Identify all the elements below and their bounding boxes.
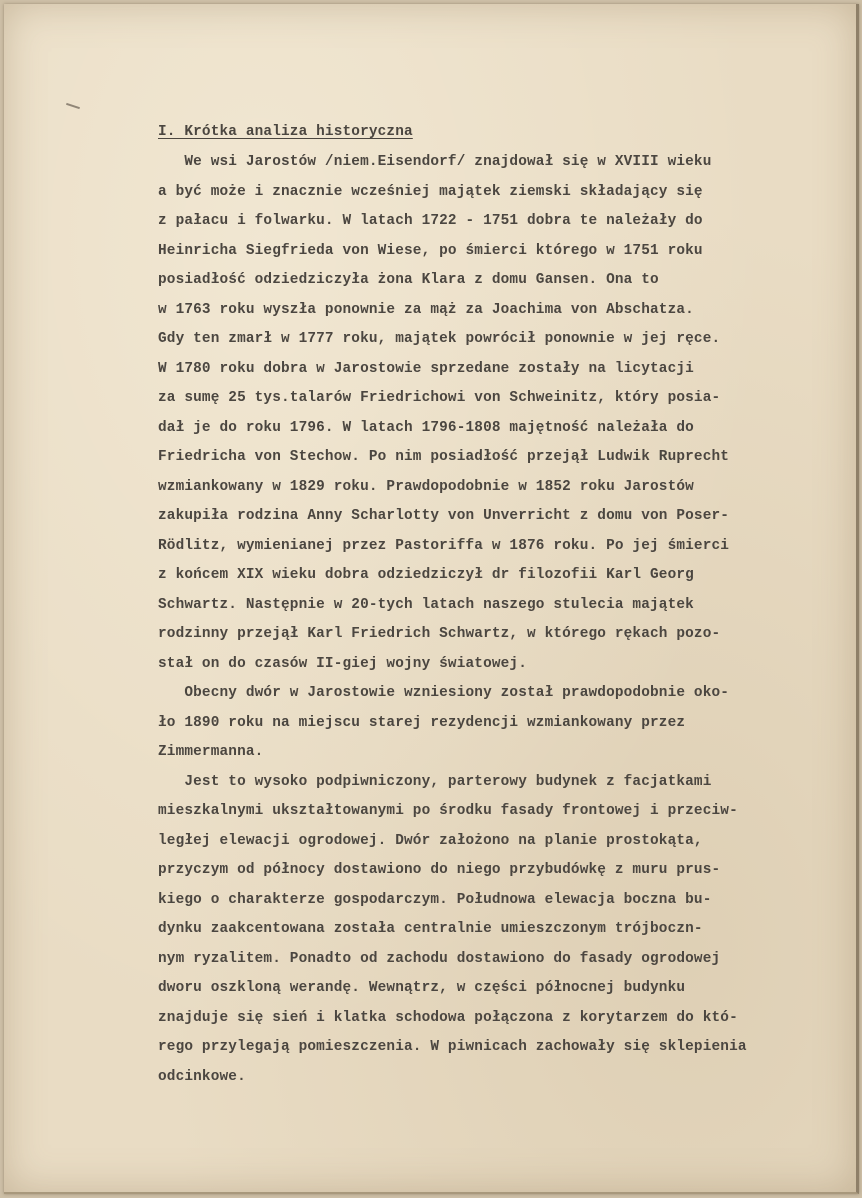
text-line: dynku zaakcentowana została centralnie umieszczonym trójboczn- — [158, 921, 703, 937]
text-line: nym ryzalitem. Ponadto od zachodu dostawiono do fasady ogrodowej — [158, 950, 721, 967]
document-page — [4, 4, 859, 1194]
text-line: Schwartz. Następnie w 20-tych latach naszego stulecia majątek — [158, 596, 694, 613]
text-line: ło 1890 roku na miejscu starej rezydencji wzmiankowany przez — [158, 714, 686, 731]
text-line: w 1763 roku wyszła ponownie za mąż za Joachima von Abschatza. — [158, 301, 694, 318]
text-line: posiadłość odziedziczyła żona Klara z domu Gansen. Ona to — [158, 272, 659, 288]
text-line: z pałacu i folwarku. W latach 1722 - 1751 dobra te należały do — [158, 213, 703, 229]
pencil-mark — [66, 103, 80, 109]
text-line: rodzinny przejął Karl Friedrich Schwartz, w którego rękach pozo- — [158, 626, 721, 642]
text-line: ległej elewacji ogrodowej. Dwór założono na planie prostokąta, — [158, 832, 703, 849]
typed-text-block — [158, 120, 848, 1092]
text-line: kiego o charakterze gospodarczym. Połudnowa elewacja boczna bu- — [158, 891, 712, 908]
text-line: rego przylegają pomieszczenia. W piwnicach zachowały się sklepienia — [158, 1039, 747, 1055]
text-line: za sumę 25 tys.talarów Friedrichowi von Schweinitz, który posia- — [158, 390, 721, 406]
text-line: zakupiła rodzina Anny Scharlotty von Unverricht z domu von Poser- — [158, 508, 730, 524]
text-line: dworu oszkloną werandę. Wewnątrz, w części północnej budynku — [158, 980, 686, 996]
text-line: a być może i znacznie wcześniej majątek ziemski składający się — [158, 183, 703, 200]
text-line: We wsi Jarostów /niem.Eisendorf/ znajdował się w XVIII wieku — [158, 154, 712, 170]
text-line: Heinricha Siegfrieda von Wiese, po śmierci którego w 1751 roku — [158, 242, 703, 259]
text-line: znajduje się sień i klatka schodowa połączona z korytarzem do któ- — [158, 1009, 738, 1026]
text-line: dał je do roku 1796. W latach 1796-1808 majętność należała do — [158, 419, 694, 436]
text-line: z końcem XIX wieku dobra odziedziczył dr filozofii Karl Georg — [158, 567, 694, 583]
text-line: wzmiankowany w 1829 roku. Prawdopodobnie w 1852 roku Jarostów — [158, 478, 694, 495]
text-line: W 1780 roku dobra w Jarostowie sprzedane zostały na licytacji — [158, 360, 694, 377]
text-line: Rödlitz, wymienianej przez Pastoriffa w 1876 roku. Po jej śmierci — [158, 537, 730, 554]
text-line: Zimmermanna. — [158, 744, 264, 760]
text-line: Friedricha von Stechow. Po nim posiadłość przejął Ludwik Ruprecht — [158, 449, 730, 465]
text-line: Gdy ten zmarł w 1777 roku, majątek powrócił ponownie w jej ręce. — [158, 331, 721, 347]
section-heading: I. Krótka analiza historyczna — [158, 124, 413, 140]
paragraph-lines — [158, 148, 848, 1092]
text-line: mieszkalnymi ukształtowanymi po środku fasady frontowej i przeciw- — [158, 803, 738, 819]
text-line: Jest to wysoko podpiwniczony, parterowy budynek z facjatkami — [158, 773, 712, 790]
text-line: odcinkowe. — [158, 1068, 246, 1085]
text-line: Obecny dwór w Jarostowie wzniesiony został prawdopodobnie oko- — [158, 685, 730, 701]
text-line: stał on do czasów II-giej wojny światowej. — [158, 655, 528, 672]
text-line: przyczym od północy dostawiono do niego przybudówkę z muru prus- — [158, 862, 721, 878]
